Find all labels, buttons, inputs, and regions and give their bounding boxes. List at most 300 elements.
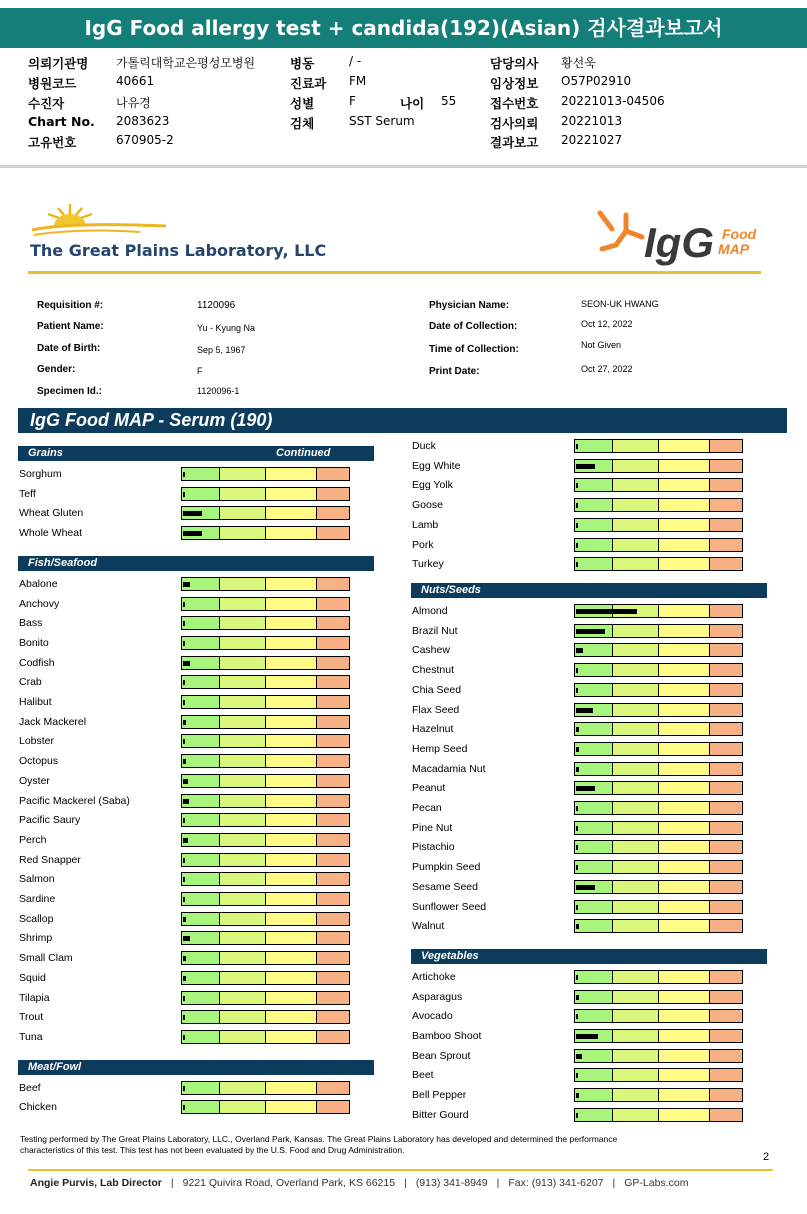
patient-name-value: Yu - Kyung Na — [197, 323, 256, 333]
bar-zone-1 — [182, 854, 220, 866]
bar-zone-2 — [613, 822, 658, 834]
food-row — [412, 722, 743, 736]
food-name: Small Clam — [19, 952, 73, 964]
food-name: Almond — [412, 605, 448, 617]
result-bar — [181, 931, 350, 945]
food-row — [412, 538, 743, 552]
food-name: Pine Nut — [412, 822, 453, 834]
result-bar — [574, 840, 743, 854]
food-name: Perch — [19, 834, 47, 846]
result-indicator — [183, 602, 185, 607]
bar-zone-4 — [317, 1031, 349, 1043]
section-title: Nuts/Seeds — [421, 584, 481, 596]
info-value: O57P02910 — [561, 74, 632, 88]
bar-zone-4 — [317, 468, 349, 480]
info-value: SST Serum — [349, 114, 415, 128]
bar-zone-3 — [659, 743, 710, 755]
bar-zone-2 — [613, 625, 658, 637]
bar-zone-2 — [613, 920, 658, 932]
result-bar — [574, 880, 743, 894]
food-name: Cashew — [412, 644, 450, 656]
igg-logo-food: Food — [722, 226, 757, 242]
bar-zone-4 — [710, 822, 742, 834]
result-indicator — [576, 826, 578, 831]
result-bar — [574, 1009, 743, 1023]
bar-zone-2 — [613, 763, 658, 775]
bar-zone-2 — [220, 873, 265, 885]
food-name: Oyster — [19, 775, 50, 787]
food-name: Octopus — [19, 755, 59, 767]
bar-zone-3 — [266, 913, 317, 925]
result-bar — [181, 872, 350, 886]
food-row — [19, 656, 350, 670]
collection-date-value: Oct 12, 2022 — [581, 319, 633, 329]
food-name: Egg White — [412, 460, 461, 472]
report-title: IgG Food allergy test + candida(192)(Asian) 검사결과보고서 — [84, 16, 723, 40]
food-row — [19, 1030, 350, 1044]
bar-zone-4 — [317, 1101, 349, 1113]
bar-zone-3 — [266, 657, 317, 669]
bar-zone-3 — [266, 578, 317, 590]
bar-zone-2 — [613, 1089, 658, 1101]
bar-zone-3 — [266, 527, 317, 539]
food-row — [412, 439, 743, 453]
bar-zone-2 — [220, 598, 265, 610]
food-row — [19, 467, 350, 481]
result-bar — [181, 813, 350, 827]
food-row — [412, 821, 743, 835]
result-bar — [574, 624, 743, 638]
age-label: 나이 — [400, 96, 425, 111]
bar-zone-4 — [710, 991, 742, 1003]
info-value: 나유경 — [116, 96, 151, 110]
bar-zone-4 — [317, 657, 349, 669]
lab-name: The Great Plains Laboratory, LLC — [30, 241, 327, 260]
footnote-line-1: Testing performed by The Great Plains Laboratory, LLC., Overland Park, Kansas. The Great Plains Laboratory has developed and determined the performance — [20, 1134, 618, 1144]
result-bar — [574, 722, 743, 736]
result-bar — [574, 860, 743, 874]
bar-zone-3 — [659, 558, 710, 570]
result-indicator — [183, 472, 185, 477]
result-indicator — [576, 1113, 578, 1118]
bar-zone-4 — [710, 861, 742, 873]
age-value: 55 — [441, 94, 457, 108]
bar-zone-3 — [266, 1031, 317, 1043]
result-indicator — [183, 818, 185, 823]
bar-zone-3 — [659, 664, 710, 676]
bar-zone-2 — [220, 1031, 265, 1043]
info-label: 결과보고 — [490, 135, 539, 150]
bar-zone-3 — [659, 991, 710, 1003]
bar-zone-4 — [317, 854, 349, 866]
bar-zone-2 — [220, 1101, 265, 1113]
result-indicator — [183, 720, 186, 725]
bar-zone-1 — [182, 696, 220, 708]
bar-zone-2 — [220, 814, 265, 826]
bar-zone-1 — [575, 558, 613, 570]
bar-zone-3 — [659, 723, 710, 735]
igg-logo-map: MAP — [718, 241, 750, 257]
bar-zone-3 — [266, 696, 317, 708]
bar-zone-4 — [710, 920, 742, 932]
result-bar — [181, 853, 350, 867]
bar-zone-4 — [317, 913, 349, 925]
bar-zone-3 — [659, 802, 710, 814]
bar-zone-4 — [317, 775, 349, 787]
food-name: Turkey — [412, 558, 444, 570]
physician-label: Physician Name: — [429, 300, 510, 311]
result-bar — [181, 487, 350, 501]
bar-zone-3 — [659, 920, 710, 932]
food-name: Pacific Saury — [19, 814, 81, 826]
food-name: Salmon — [19, 873, 55, 885]
result-bar — [181, 774, 350, 788]
result-bar — [574, 1068, 743, 1082]
food-name: Abalone — [19, 578, 58, 590]
bar-zone-2 — [613, 971, 658, 983]
bar-zone-4 — [710, 763, 742, 775]
bar-zone-1 — [182, 637, 220, 649]
bar-zone-3 — [659, 704, 710, 716]
result-bar — [574, 801, 743, 815]
bar-zone-2 — [613, 460, 658, 472]
igg-logo-text: IgG — [644, 219, 714, 266]
footer-divider — [28, 1169, 773, 1171]
sun-logo-icon — [30, 200, 170, 244]
bar-zone-2 — [613, 1010, 658, 1022]
food-row — [19, 597, 350, 611]
food-name: Avocado — [412, 1010, 453, 1022]
bar-zone-2 — [220, 854, 265, 866]
result-indicator — [576, 786, 595, 791]
bar-zone-2 — [220, 676, 265, 688]
bar-zone-2 — [220, 893, 265, 905]
physician-value: SEON-UK HWANG — [581, 299, 659, 309]
bar-zone-3 — [659, 539, 710, 551]
section-title: Fish/Seafood — [28, 556, 98, 569]
bar-zone-1 — [182, 1011, 220, 1023]
food-name: Chia Seed — [412, 684, 462, 696]
bar-zone-4 — [710, 782, 742, 794]
bar-zone-2 — [220, 657, 265, 669]
food-name: Lamb — [412, 519, 439, 531]
bar-zone-2 — [613, 1069, 658, 1081]
bar-zone-2 — [613, 539, 658, 551]
food-row — [412, 604, 743, 618]
bar-zone-1 — [182, 814, 220, 826]
food-name: Scallop — [19, 913, 54, 925]
result-indicator — [183, 739, 185, 744]
footnote-line-2: characteristics of this test. This test has not been evaluated by the U.S. Food and Drug Administration. — [20, 1145, 405, 1155]
food-row — [412, 663, 743, 677]
food-name: Chestnut — [412, 664, 455, 676]
food-name: Pumpkin Seed — [412, 861, 481, 873]
result-bar — [181, 656, 350, 670]
info-label: 임상정보 — [490, 76, 539, 91]
result-bar — [574, 990, 743, 1004]
bar-zone-4 — [710, 901, 742, 913]
bar-zone-2 — [613, 841, 658, 853]
bar-zone-3 — [659, 841, 710, 853]
bar-zone-4 — [710, 1030, 742, 1042]
result-bar — [181, 506, 350, 520]
bar-zone-3 — [266, 972, 317, 984]
food-row — [412, 683, 743, 697]
bar-zone-4 — [317, 617, 349, 629]
result-bar — [574, 762, 743, 776]
result-indicator — [576, 1054, 582, 1059]
info-label: Chart No. — [28, 114, 95, 129]
result-bar — [181, 991, 350, 1005]
bar-zone-2 — [220, 617, 265, 629]
food-name: Pork — [412, 539, 434, 551]
bar-zone-2 — [220, 992, 265, 1004]
requisition-value: 1120096 — [197, 300, 236, 311]
bar-zone-3 — [659, 901, 710, 913]
bar-zone-1 — [575, 539, 613, 551]
food-row — [412, 860, 743, 874]
bar-zone-1 — [575, 971, 613, 983]
result-indicator — [183, 897, 185, 902]
result-bar — [181, 715, 350, 729]
bar-zone-3 — [659, 625, 710, 637]
collection-date-label: Date of Collection: — [429, 321, 518, 332]
result-bar — [181, 695, 350, 709]
bar-zone-1 — [575, 684, 613, 696]
result-indicator — [183, 956, 186, 961]
food-name: Bitter Gourd — [412, 1109, 469, 1121]
result-bar — [181, 912, 350, 926]
result-indicator — [183, 838, 188, 843]
food-name: Anchovy — [19, 598, 60, 610]
result-indicator — [183, 996, 185, 1001]
food-name: Halibut — [19, 696, 52, 708]
food-row — [19, 734, 350, 748]
bar-zone-3 — [266, 1101, 317, 1113]
info-label: 병동 — [290, 56, 315, 71]
result-indicator — [183, 680, 185, 685]
bar-zone-1 — [575, 479, 613, 491]
section-title: Grains — [28, 447, 63, 459]
bar-zone-2 — [613, 479, 658, 491]
food-row — [19, 636, 350, 650]
bar-zone-4 — [710, 743, 742, 755]
separator-line — [0, 165, 807, 168]
bar-zone-2 — [220, 1082, 265, 1094]
food-name: Hemp Seed — [412, 743, 468, 755]
food-row — [412, 1049, 743, 1063]
bar-zone-3 — [266, 617, 317, 629]
result-indicator — [576, 708, 593, 713]
bar-zone-4 — [317, 972, 349, 984]
bar-zone-4 — [710, 479, 742, 491]
food-row — [19, 892, 350, 906]
food-row — [412, 801, 743, 815]
result-bar — [574, 1108, 743, 1122]
food-row — [412, 990, 743, 1004]
food-row — [19, 577, 350, 591]
food-name: Lobster — [19, 735, 55, 747]
bar-zone-2 — [220, 488, 265, 500]
info-label: 검체 — [290, 116, 315, 131]
food-name: Bell Pepper — [412, 1089, 467, 1101]
bar-zone-1 — [182, 1031, 220, 1043]
result-indicator — [183, 582, 190, 587]
info-label: 성별 — [290, 96, 315, 111]
bar-zone-3 — [659, 782, 710, 794]
report-title-bar — [0, 8, 807, 48]
result-indicator — [183, 1015, 185, 1020]
food-row — [19, 526, 350, 540]
food-row — [19, 774, 350, 788]
info-value: 670905-2 — [116, 133, 174, 147]
food-name: Codfish — [19, 657, 55, 669]
bar-zone-1 — [182, 913, 220, 925]
bar-zone-1 — [182, 893, 220, 905]
result-indicator — [183, 621, 185, 626]
bar-zone-4 — [317, 834, 349, 846]
result-indicator — [183, 1105, 185, 1110]
result-bar — [574, 1029, 743, 1043]
food-name: Squid — [19, 972, 46, 984]
bar-zone-3 — [266, 507, 317, 519]
bar-zone-2 — [613, 684, 658, 696]
bar-zone-4 — [317, 893, 349, 905]
info-value: 가톨릭대학교은평성모병원 — [116, 56, 256, 70]
gender-label: Gender: — [37, 364, 76, 375]
result-indicator — [183, 779, 188, 784]
bar-zone-4 — [710, 1069, 742, 1081]
food-row — [19, 853, 350, 867]
bar-zone-2 — [220, 755, 265, 767]
bar-zone-2 — [613, 743, 658, 755]
continued-label: Continued — [276, 447, 331, 459]
result-bar — [574, 919, 743, 933]
food-name: Tuna — [19, 1031, 43, 1043]
bar-zone-4 — [710, 881, 742, 893]
result-bar — [574, 1088, 743, 1102]
bar-zone-2 — [613, 440, 658, 452]
bar-zone-3 — [659, 881, 710, 893]
food-name: Bean Sprout — [412, 1050, 471, 1062]
food-name: Jack Mackerel — [19, 716, 87, 728]
result-indicator — [576, 464, 595, 469]
bar-zone-2 — [613, 664, 658, 676]
bar-zone-1 — [575, 901, 613, 913]
result-indicator — [183, 976, 186, 981]
bar-zone-3 — [266, 468, 317, 480]
food-row — [412, 1029, 743, 1043]
bar-zone-3 — [659, 684, 710, 696]
result-indicator — [576, 885, 595, 890]
bar-zone-3 — [659, 822, 710, 834]
info-label: 고유번호 — [28, 135, 77, 150]
bar-zone-1 — [182, 992, 220, 1004]
result-bar — [574, 781, 743, 795]
result-bar — [181, 1100, 350, 1114]
result-indicator — [183, 1035, 185, 1040]
bar-zone-1 — [575, 802, 613, 814]
bar-zone-3 — [266, 873, 317, 885]
result-indicator — [576, 668, 578, 673]
bar-zone-4 — [710, 1109, 742, 1121]
result-indicator — [183, 641, 185, 646]
gender-value: F — [197, 366, 203, 376]
result-bar — [181, 951, 350, 965]
info-value: F — [349, 94, 356, 108]
bar-zone-3 — [266, 854, 317, 866]
section-title: Vegetables — [421, 949, 479, 962]
bar-zone-3 — [266, 1011, 317, 1023]
bar-zone-3 — [266, 598, 317, 610]
bar-zone-2 — [220, 637, 265, 649]
bar-zone-1 — [182, 972, 220, 984]
bar-zone-3 — [659, 763, 710, 775]
bar-zone-4 — [710, 802, 742, 814]
result-indicator — [576, 629, 605, 634]
food-row — [19, 695, 350, 709]
bar-zone-4 — [317, 488, 349, 500]
bar-zone-2 — [220, 795, 265, 807]
info-label: 병원코드 — [28, 76, 77, 91]
result-indicator — [576, 905, 578, 910]
print-date-label: Print Date: — [429, 366, 480, 377]
bar-zone-2 — [220, 696, 265, 708]
result-indicator — [576, 747, 579, 752]
result-bar — [574, 518, 743, 532]
food-row — [19, 1010, 350, 1024]
bar-zone-4 — [317, 598, 349, 610]
bar-zone-4 — [317, 1011, 349, 1023]
bar-zone-3 — [659, 1069, 710, 1081]
bar-zone-1 — [182, 755, 220, 767]
bar-zone-1 — [575, 1109, 613, 1121]
result-indicator — [576, 924, 579, 929]
bar-zone-4 — [710, 440, 742, 452]
food-row — [412, 919, 743, 933]
result-indicator — [576, 483, 578, 488]
food-row — [19, 912, 350, 926]
food-name: Goose — [412, 499, 443, 511]
bar-zone-1 — [575, 723, 613, 735]
result-indicator — [576, 975, 578, 980]
food-row — [19, 872, 350, 886]
food-name: Beet — [412, 1069, 434, 1081]
bar-zone-3 — [659, 1089, 710, 1101]
bar-zone-4 — [710, 704, 742, 716]
result-bar — [181, 467, 350, 481]
food-row — [19, 715, 350, 729]
bar-zone-1 — [575, 1069, 613, 1081]
bar-zone-3 — [266, 755, 317, 767]
bar-zone-3 — [659, 479, 710, 491]
bar-zone-3 — [266, 676, 317, 688]
food-name: Bonito — [19, 637, 49, 649]
food-row — [19, 971, 350, 985]
food-row — [412, 624, 743, 638]
result-indicator — [183, 1086, 185, 1091]
bar-zone-3 — [266, 952, 317, 964]
bar-zone-2 — [613, 1030, 658, 1042]
result-indicator — [183, 661, 190, 666]
result-indicator — [576, 543, 578, 548]
food-row — [19, 951, 350, 965]
bar-zone-2 — [613, 991, 658, 1003]
food-name: Pacific Mackerel (Saba) — [19, 795, 130, 807]
result-indicator — [576, 767, 579, 772]
bar-zone-2 — [613, 861, 658, 873]
food-name: Whole Wheat — [19, 527, 83, 539]
